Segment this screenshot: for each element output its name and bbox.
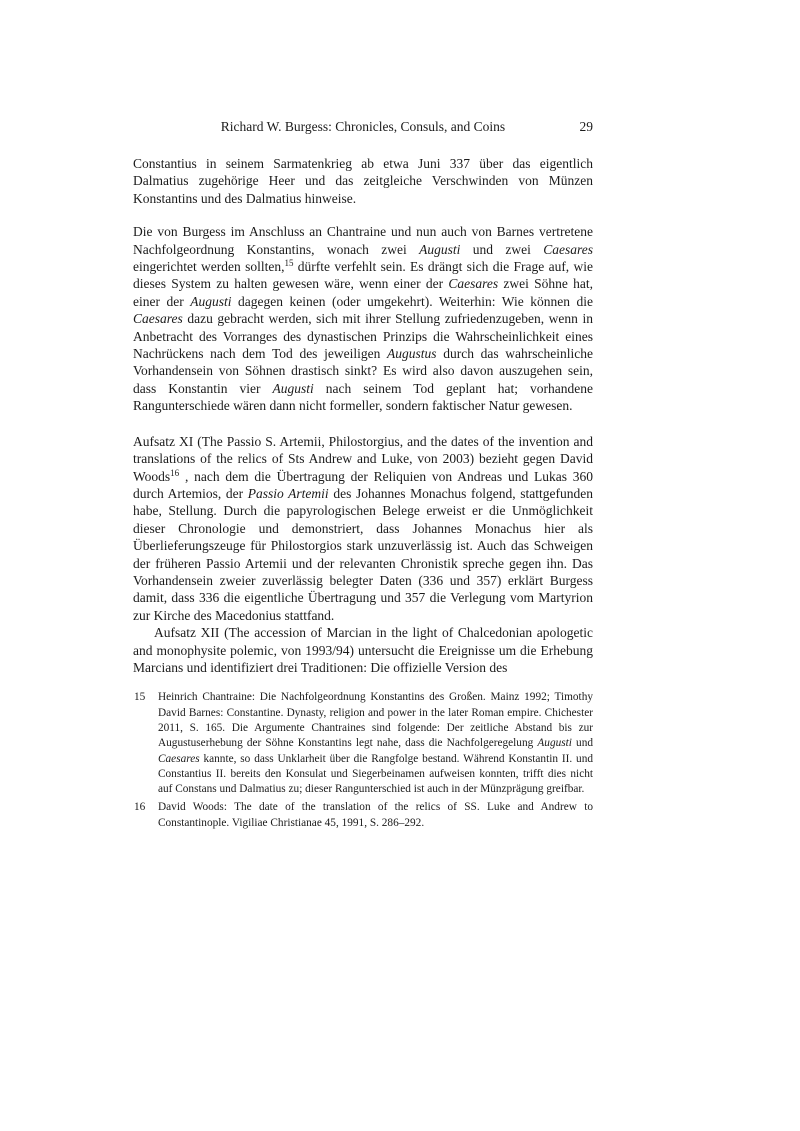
footnote-ref: 15 [284,258,294,269]
text-run: kannte, so dass Unklarheit über die Rangfolge bestand. Während Konstantin II. und Constantius II. bereits den Konsulat und Siegerbeinamen aufweisen konnten, trifft dies nicht auf Constans und Dalmatius zu; dieser Rangunterschied ist auch in der Münzprägung greifbar. [158,752,593,796]
text-run: Heinrich Chantraine: Die Nachfolgeordnung Konstantins des Großen. Mainz 1992; Timothy David Barnes: Constantine. Dynasty, religion and power in the later Roman empire. Chichester 2011, S. 165. Die Argumente Chantraines sind folgende: Der zeitliche Abstand bis zur Augustuserhebung der Söhne Konstantins legt nahe, dass die Nachfolgeregelung [158,691,593,750]
footnote-text [158,691,593,795]
text-run: dazu gebracht werden, sich mit ihrer Stellung zufriedenzugeben, wenn in Anbetracht des Vorranges des dynastischen Prinzips die Wahrscheinlichkeit eines Nachrückens nach dem Tod des jeweiligen [133,311,593,362]
italic-term: Augusti [419,241,461,257]
text-run: David Woods: The date of the translation of the relics of SS. Luke and Andrew to Constantinople. Vigiliae Christianae 45, 1991, S. 286–292. [158,801,593,829]
page-number: 29 [579,119,593,134]
text-run: und [571,737,593,750]
italic-term: Augusti [537,737,572,750]
running-head [133,118,593,135]
text-run: dürfte verfehlt sein. Es drängt sich die Frage auf, wie dieses System zu halten gewesen wäre, wenn einer der [133,259,593,292]
footnote-15 [133,690,593,797]
text-run: dagegen keinen (oder umgekehrt). Weiterhin: Wie können die [231,293,593,309]
paragraph-3 [133,433,593,624]
italic-term: Caesares [448,276,499,292]
text-run: durch das wahrscheinliche Vorhandensein von Söhnen drastisch sinkt? Es wird also davon auszugehen sein, dass Konstantin vier [133,346,593,396]
text-run: Aufsatz XII (The accession of Marcian in the light of Chalcedonian apologetic and monophysite polemic, von 1993/94) untersucht die Ereignisse um die Erhebung Marcians und identifiziert drei Traditionen: Die offizielle Version des [133,625,593,675]
running-head-title: Richard W. Burgess: Chronicles, Consuls, and Coins [220,119,506,134]
footnote-number: 15 [134,691,146,704]
text-run: eingerichtet werden sollten, [133,259,285,275]
text-column [133,118,593,834]
text-run: , nach dem die Übertragung der Reliquien von Andreas und Lukas 360 durch Artemios, der [133,468,593,501]
text-run: und zwei [460,241,544,257]
text-run: zwei Söhne hat, einer der [133,276,593,309]
italic-term: Caesares [158,752,200,765]
footnote-ref: 16 [170,467,180,478]
text-run: nach seinem Tod geplant hat; vorhandene Rangunterschiede wären dann nicht formeller, sondern faktischer Natur gewesen. [133,380,593,414]
text-run: des Johannes Monachus folgend, stattgefunden habe, Stellung. Durch die papyrologischen Belege erweist er die Unmöglichkeit dieser Chronologie und demonstriert, dass Johannes Monachus hier als Überlieferungszeuge für Philostorgios stark unzuverlässig ist. Auch das Schweigen der früheren Passio Artemii und der relevanten Chronistik spreche gegen ihn. Das Vorhandensein zweier zuverlässig belegter Daten (336 und 357) erklärt Burgess damit, dass 336 die eigentliche Übertragung und 357 die Verlegung vom Martyrion zur Kirche des Macedonius stattfand. [133,485,593,623]
footnote-number: 16 [134,801,146,814]
text-run: Constantius in seinem Sarmatenkrieg ab etwa Juni 337 über das eigentlich Dalmatius zugehörige Heer und das zeitgleiche Verschwinden von Münzen Konstantins und des Dalmatius hinweise. [133,156,593,206]
italic-term: Augusti [190,293,232,309]
italic-term: Passio Artemii [247,485,329,501]
text-run: Die von Burgess im Anschluss an Chantraine und nun auch von Barnes vertretene Nachfolgeordnung Konstantins, wonach zwei [133,224,593,257]
paragraph-4 [133,624,593,676]
italic-term: Caesares [543,241,594,257]
main-text [133,155,593,676]
italic-term: Augusti [272,380,314,396]
italic-term: Augustus [387,346,437,362]
paragraph-2 [133,223,593,414]
footnotes [133,690,593,831]
footnote-text [158,801,593,828]
footnote-16 [133,800,593,831]
paragraph-1 [133,155,593,207]
italic-term: Caesares [133,311,183,327]
text-run: Aufsatz XI (The Passio S. Artemii, Philostorgius, and the dates of the invention and translations of the relics of Sts Andrew and Luke, von 2003) bezieht gegen David Woods [133,433,593,484]
